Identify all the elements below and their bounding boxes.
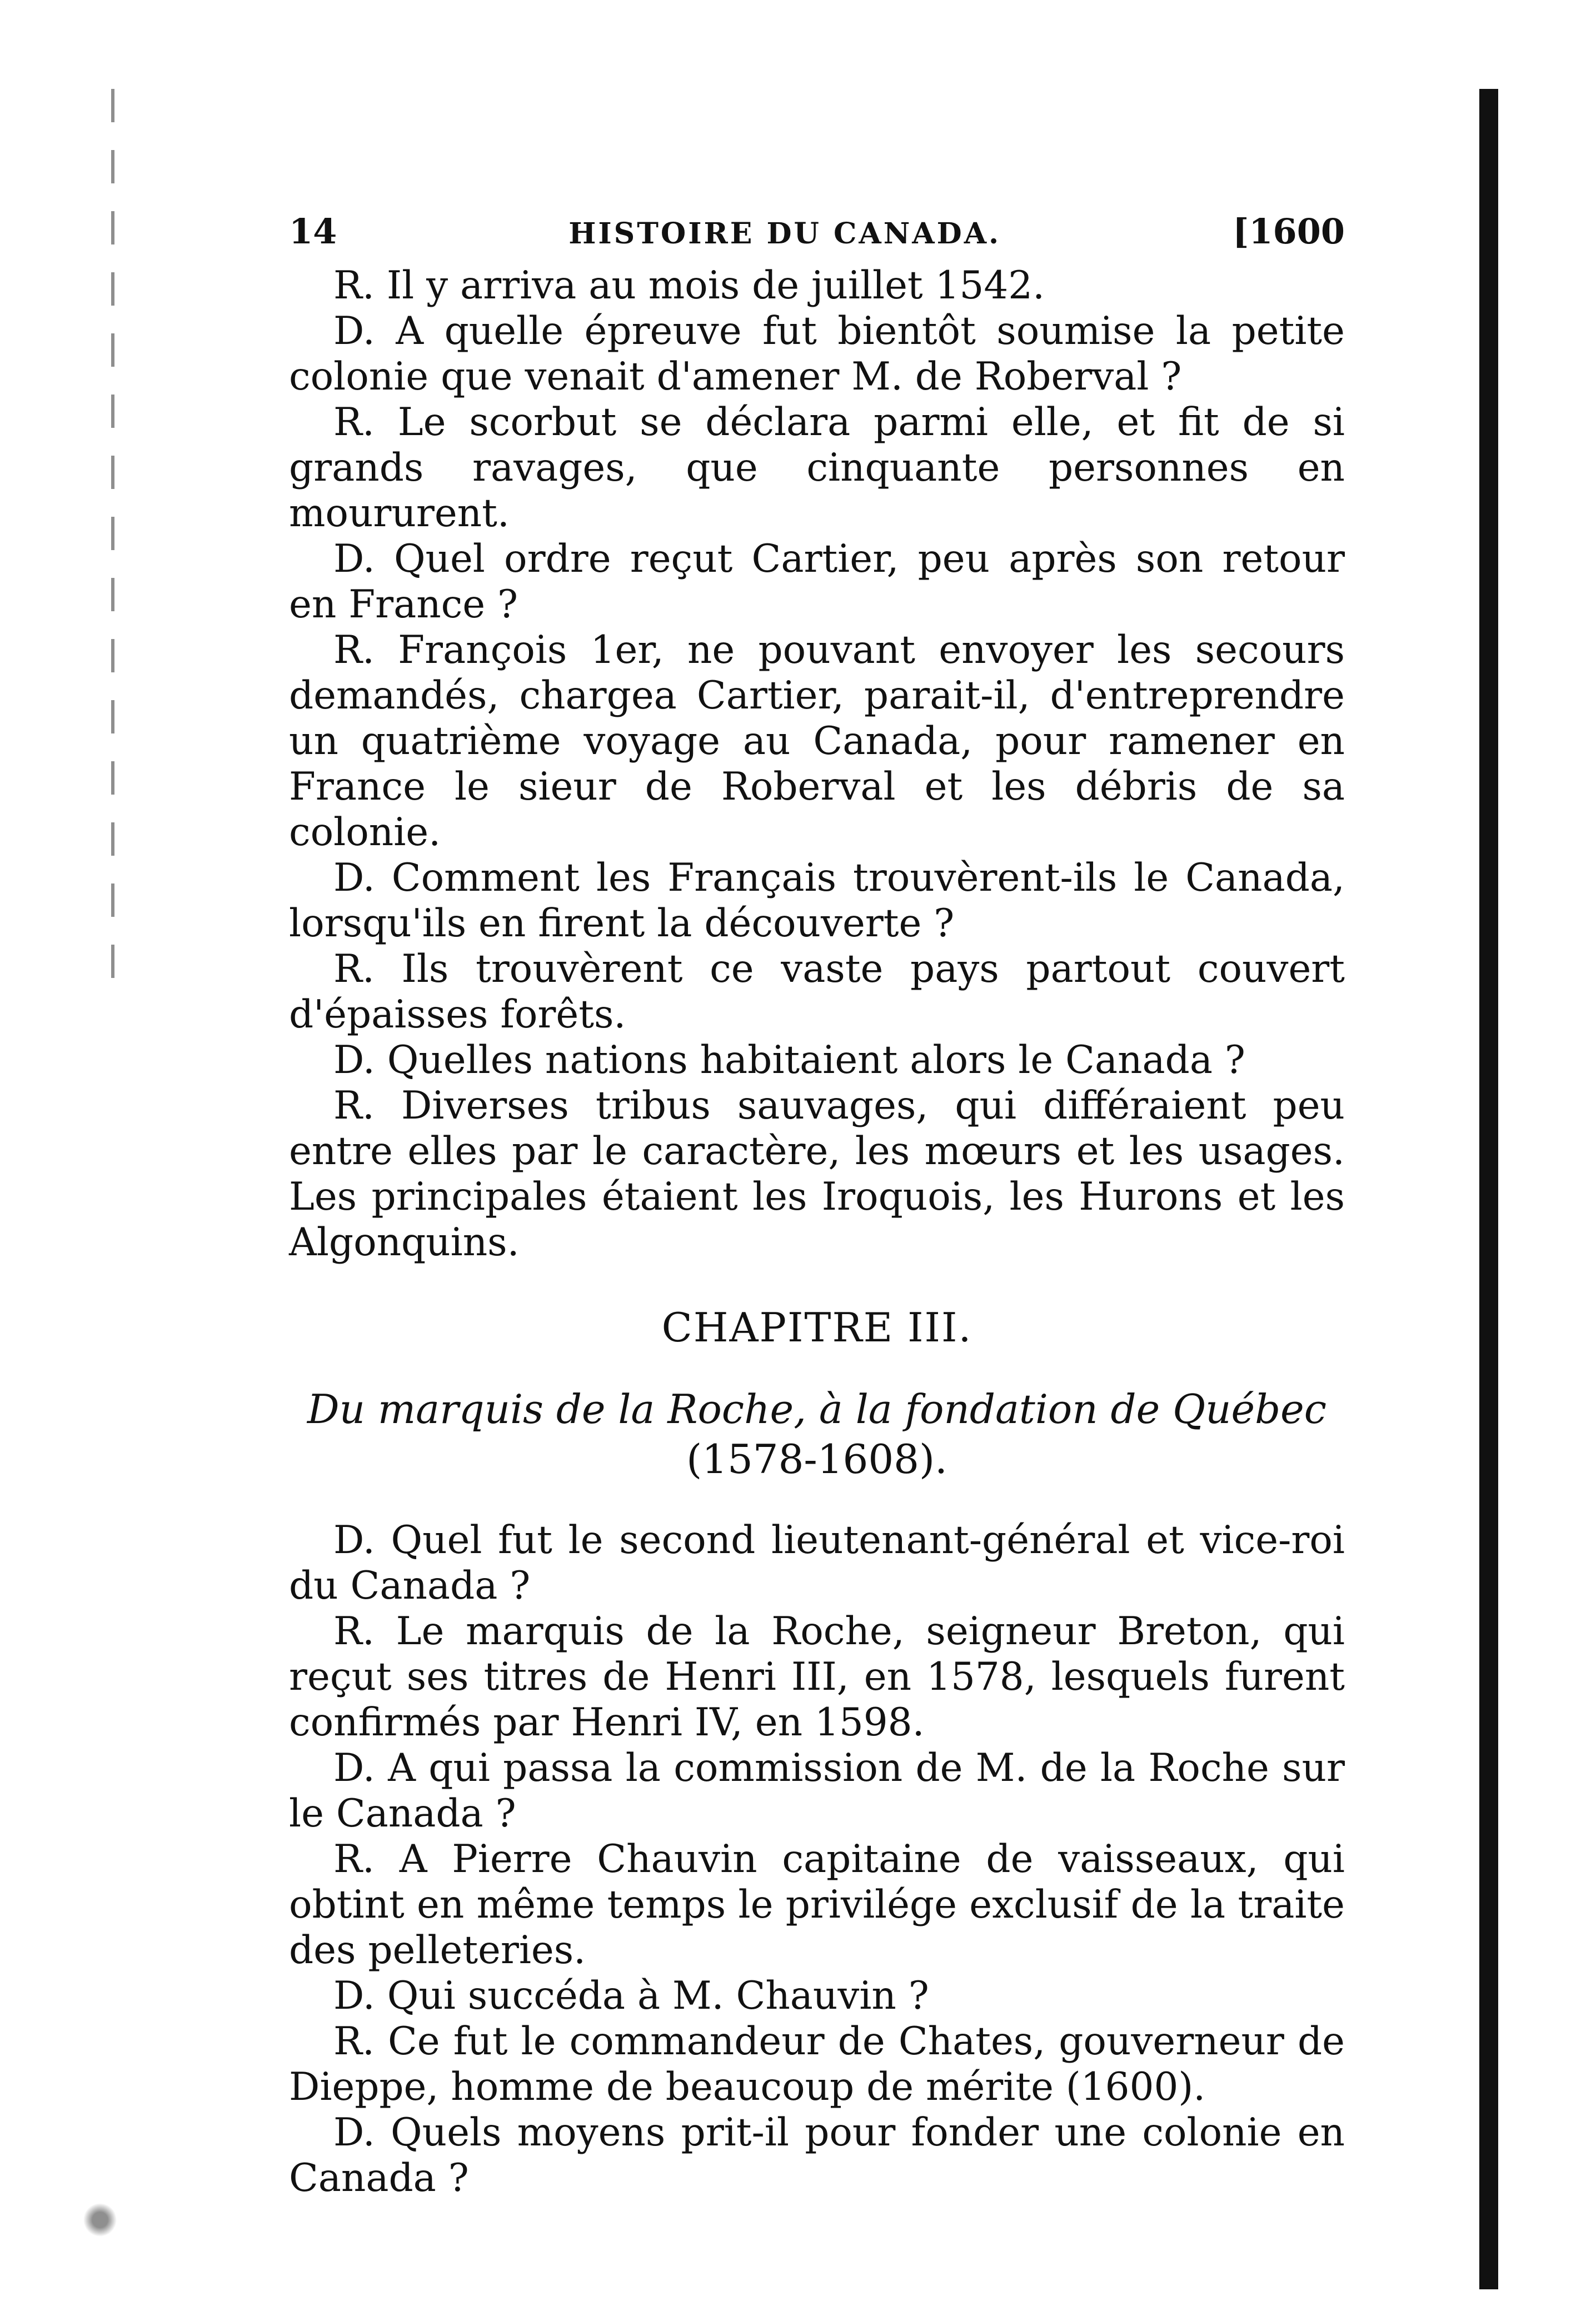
- paragraph: R. Le marquis de la Roche, seigneur Breton, qui reçut ses titres de Henri III, en 1578, lesquels furent confirmés par Henri IV, en 1598.: [289, 1609, 1345, 1745]
- running-title: HISTOIRE DU CANADA.: [568, 217, 1001, 251]
- paragraph: D. Quel ordre reçut Cartier, peu après son retour en France ?: [289, 537, 1345, 627]
- chapter-title: CHAPITRE III.: [661, 1304, 972, 1351]
- chapter-dates: (1578-1608).: [686, 1436, 947, 1483]
- ink-smudge: [83, 2200, 117, 2239]
- paragraph: R. Ils trouvèrent ce vaste pays partout couvert d'épaisses forêts.: [289, 947, 1345, 1037]
- paragraph: R. Ce fut le commandeur de Chates, gouverneur de Dieppe, homme de beaucoup de mérite (1600).: [289, 2019, 1345, 2109]
- text-block: [289, 211, 1345, 2201]
- page-number: 14: [289, 211, 337, 252]
- scan-edge-right: [1479, 89, 1498, 2289]
- header-year: [1600: [1233, 211, 1345, 252]
- paragraph: R. Diverses tribus sauvages, qui différaient peu entre elles par le caractère, les mœurs et les usages. Les principales étaient les Iroquois, les Hurons et les Algonquins.: [289, 1084, 1345, 1265]
- paragraph: D. Quels moyens prit-il pour fonder une colonie en Canada ?: [289, 2110, 1345, 2200]
- paragraph: D. Qui succéda à M. Chauvin ?: [333, 1974, 929, 2018]
- chapter-subtitle-block: [289, 1384, 1345, 1484]
- paragraph: R. Il y arriva au mois de juillet 1542.: [333, 263, 1045, 308]
- paragraph: D. A qui passa la commission de M. de la Roche sur le Canada ?: [289, 1746, 1345, 1836]
- paragraph: R. François 1er, ne pouvant envoyer les secours demandés, chargea Cartier, parait-il, d'entreprendre un quatrième voyage au Canada, pour ramener en France le sieur de Roberval et les débris de sa colonie.: [289, 628, 1345, 855]
- page-header: [289, 211, 1345, 252]
- paragraph: D. Comment les Français trouvèrent-ils le Canada, lorsqu'ils en firent la découverte ?: [289, 856, 1345, 946]
- paragraph: D. Quelles nations habitaient alors le Canada ?: [333, 1038, 1245, 1082]
- paragraph: D. A quelle épreuve fut bientôt soumise la petite colonie que venait d'amener M. de Roberval ?: [289, 309, 1345, 399]
- scan-edge-left: [111, 89, 114, 978]
- paragraph: D. Quel fut le second lieutenant-général et vice-roi du Canada ?: [289, 1518, 1345, 1608]
- paragraph: R. Le scorbut se déclara parmi elle, et fit de si grands ravages, que cinquante personnes en moururent.: [289, 400, 1345, 536]
- paragraph: R. A Pierre Chauvin capitaine de vaisseaux, qui obtint en même temps le privilége exclusif de la traite des pelleteries.: [289, 1837, 1345, 1973]
- chapter-subtitle: Du marquis de la Roche, à la fondation de Québec: [307, 1386, 1327, 1432]
